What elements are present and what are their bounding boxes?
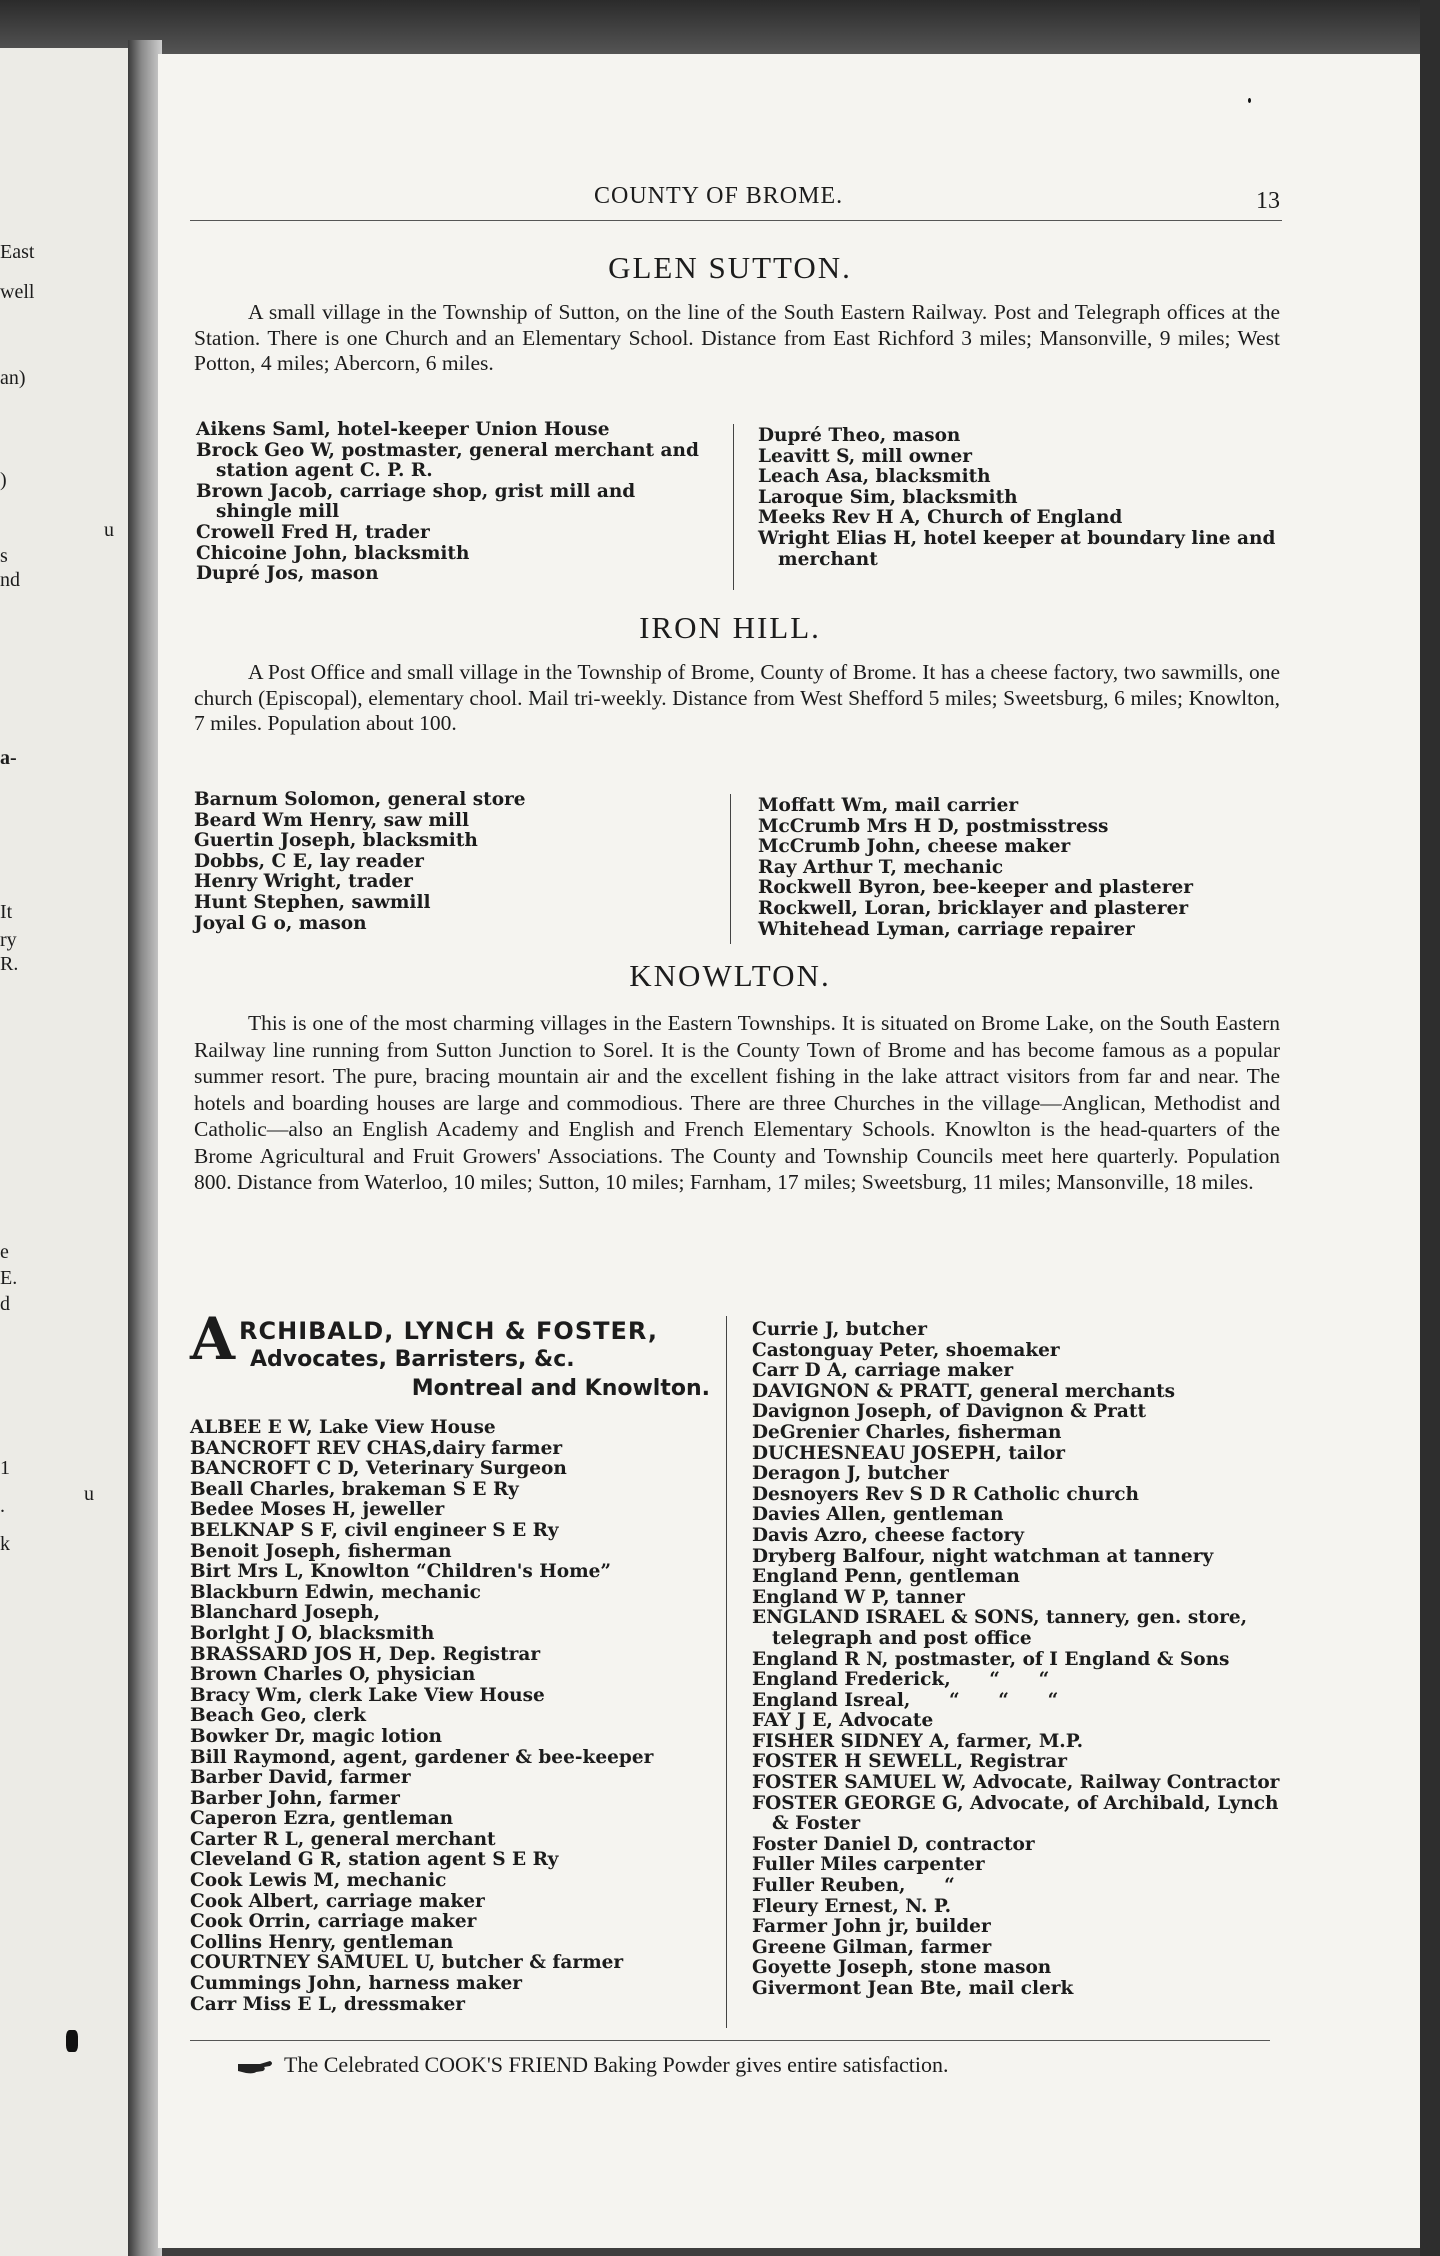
directory-entry: COURTNEY SAMUEL U, butcher & farmer	[190, 1952, 624, 1974]
directory-entry: Desnoyers Rev S D R Catholic church	[752, 1483, 1140, 1505]
left-fragment: an)	[0, 367, 26, 389]
directory-entry: Farmer John jr, builder	[752, 1916, 991, 1938]
left-fragment: East	[0, 241, 35, 263]
left-fragment: k	[0, 1533, 10, 1555]
directory-entry: McCrumb John, cheese maker	[758, 836, 1071, 858]
left-fragment: R.	[0, 953, 19, 975]
left-fragment: It	[0, 901, 13, 923]
knowlton-directory-right	[752, 1320, 1282, 2000]
directory-entry: Goyette Joseph, stone mason	[752, 1957, 1052, 1979]
directory-entry: Bill Raymond, agent, gardener & bee-keeper	[190, 1746, 654, 1768]
directory-entry: Wright Elias H, hotel keeper at boundary line and merchant	[758, 527, 1276, 570]
directory-entry: DAVIGNON & PRATT, general merchants	[752, 1380, 1176, 1402]
directory-entry: FAY J E, Advocate	[752, 1710, 934, 1732]
directory-entry: Fuller Miles carpenter	[752, 1854, 985, 1876]
iron-hill-description: A Post Office and small village in the Township of Brome, County of Brome. It has a cheese factory, two sawmills, one church (Episcopal), elementary chool. Mail tri-weekly. Distance from West Shefford 5 miles; Sweetsburg, 6 miles; Knowlton, 7 miles. Population about 100.	[194, 660, 1280, 735]
directory-entry: Benoit Joseph, fisherman	[190, 1540, 452, 1562]
directory-entry: DUCHESNEAU JOSEPH, tailor	[752, 1442, 1066, 1464]
directory-entry: McCrumb Mrs H D, postmisstress	[758, 815, 1109, 837]
footer-advertisement	[236, 2052, 948, 2078]
directory-entry: Carr Miss E L, dressmaker	[190, 1993, 466, 2015]
directory-entry: Givermont Jean Bte, mail clerk	[752, 1978, 1074, 1999]
directory-entry: Henry Wright, trader	[194, 871, 413, 893]
directory-entry: Blackburn Edwin, mechanic	[190, 1581, 481, 1603]
left-fragment: )	[0, 469, 7, 491]
directory-entry: Dobbs, C E, lay reader	[194, 850, 424, 872]
directory-entry: England W P, tanner	[752, 1586, 965, 1608]
directory-entry: Beall Charles, brakeman S E Ry	[190, 1478, 519, 1500]
directory-entry: Dupré Theo, mason	[758, 425, 961, 446]
directory-entry: ENGLAND ISRAEL & SONS, tannery, gen. store, telegraph and post office	[752, 1607, 1248, 1649]
directory-entry: Birt Mrs L, Knowlton “Children's Home”	[190, 1561, 612, 1583]
directory-entry: BANCROFT C D, Veterinary Surgeon	[190, 1458, 567, 1480]
header-rule	[190, 220, 1282, 221]
directory-entry: England Isreal, “ “ “	[752, 1689, 1059, 1711]
directory-entry: Cummings John, harness maker	[190, 1973, 523, 1995]
left-fragment: e	[0, 1241, 9, 1263]
directory-entry: Barber David, farmer	[190, 1767, 411, 1789]
left-fragment: E.	[0, 1267, 18, 1289]
directory-entry: Bracy Wm, clerk Lake View House	[190, 1684, 545, 1706]
running-head: COUNTY OF BROME.	[594, 183, 844, 209]
directory-entry: Meeks Rev H A, Church of England	[758, 507, 1123, 529]
left-fragment: nd	[0, 569, 20, 591]
left-fragment: a-	[0, 747, 17, 769]
directory-entry: Moffatt Wm, mail carrier	[758, 795, 1019, 816]
directory-entry: Davis Azro, cheese factory	[752, 1524, 1024, 1546]
directory-entry: FOSTER SAMUEL W, Advocate, Railway Contractor	[752, 1772, 1280, 1794]
directory-entry: Aikens Saml, hotel-keeper Union House	[196, 419, 610, 440]
directory-entry: Laroque Sim, blacksmith	[758, 486, 1018, 508]
directory-entry: Cook Orrin, carriage maker	[190, 1911, 477, 1933]
left-fragment: d	[0, 1293, 10, 1315]
left-fragment: u	[84, 1483, 94, 1505]
scan-speck	[66, 2030, 78, 2052]
ad-firm-name: RCHIBALD, LYNCH & FOSTER,	[239, 1317, 658, 1345]
directory-entry: Davies Allen, gentleman	[752, 1504, 1004, 1526]
directory-entry: Brock Geo W, postmaster, general merchant and station agent C. P. R.	[196, 439, 699, 482]
directory-entry: Cleveland G R, station agent S E Ry	[190, 1849, 559, 1871]
left-fragment: well	[0, 281, 35, 303]
directory-entry: Rockwell Byron, bee-keeper and plasterer	[758, 877, 1193, 899]
column-divider	[733, 424, 734, 590]
ad-drop-initial: A	[190, 1305, 236, 1373]
glen-sutton-directory-right	[758, 426, 1280, 570]
directory-entry: Dupré Jos, mason	[196, 563, 379, 585]
directory-entry: Fleury Ernest, N. P.	[752, 1895, 952, 1917]
directory-entry: Collins Henry, gentleman	[190, 1931, 454, 1953]
directory-entry: England Penn, gentleman	[752, 1566, 1020, 1588]
left-fragment: .	[0, 1495, 5, 1517]
directory-entry: Barber John, farmer	[190, 1787, 400, 1809]
directory-entry: Chicoine John, blacksmith	[196, 542, 470, 564]
directory-entry: Borlght J O, blacksmith	[190, 1622, 435, 1644]
directory-entry: Joyal G o, mason	[194, 912, 367, 934]
left-fragment: u	[104, 519, 114, 541]
directory-entry: Deragon J, butcher	[752, 1463, 949, 1485]
directory-entry: Whitehead Lyman, carriage repairer	[758, 918, 1135, 940]
directory-entry: Beard Wm Henry, saw mill	[194, 809, 470, 831]
footer-text: The Celebrated COOK'S FRIEND Baking Powder gives entire satisfaction.	[284, 2052, 949, 2077]
scan-speck	[1248, 98, 1251, 103]
directory-entry: Brown Charles O, physician	[190, 1664, 476, 1686]
directory-entry: ALBEE E W, Lake View House	[190, 1417, 496, 1438]
directory-entry: Fuller Reuben, “	[752, 1875, 955, 1897]
directory-entry: Caperon Ezra, gentleman	[190, 1808, 454, 1830]
scan-top-edge	[0, 0, 1440, 58]
left-fragment: 1	[0, 1457, 10, 1479]
iron-hill-directory-left	[194, 790, 714, 934]
glen-sutton-description: A small village in the Township of Sutton, on the line of the South Eastern Railway. Post and Telegraph offices at the Station. There is one Church and an Elementary School. Distance from East Richford 3 miles; Mansonville, 9 miles; West Potton, 4 miles; Abercorn, 6 miles.	[194, 300, 1280, 375]
pointing-hand-icon	[236, 2059, 276, 2075]
directory-entry: BRASSARD JOS H, Dep. Registrar	[190, 1643, 541, 1665]
directory-entry: Barnum Solomon, general store	[194, 789, 526, 810]
section-title-iron-hill: IRON HILL.	[639, 610, 821, 645]
left-page-margin	[0, 48, 135, 2256]
advertisement-archibald-lynch-foster	[190, 1305, 710, 1404]
directory-entry: Brown Jacob, carriage shop, grist mill and shingle mill	[196, 480, 636, 523]
scan-right-edge	[1420, 0, 1440, 2256]
section-title-glen-sutton: GLEN SUTTON.	[608, 250, 852, 285]
knowlton-description: This is one of the most charming villages in the Eastern Townships. It is situated on Brome Lake, on the South Eastern Railway line running from Sutton Junction to Sorel. It is the County Town of Brome and has become famous as a popular summer resort. The pure, bracing mountain air and the excellent fishing in the lake attract visitors from far and near. The hotels and boarding houses are large and commodious. There are three Churches in the village—Anglican, Methodist and Catholic—also an English Academy and English and French Elementary Schools. Knowlton is the head-quarters of the Brome Agricultural and Fruit Growers' Associations. The County and Township Councils meet here quarterly. Population 800. Distance from Waterloo, 10 miles; Sutton, 10 miles; Farnham, 17 miles; Sweetsburg, 11 miles; Mansonville, 18 miles.	[194, 1011, 1280, 1194]
directory-entry: Leavitt S, mill owner	[758, 445, 972, 467]
directory-entry: BELKNAP S F, civil engineer S E Ry	[190, 1519, 559, 1541]
directory-entry: Blanchard Joseph,	[190, 1602, 381, 1624]
left-fragment: s	[0, 545, 8, 567]
page-number: 13	[1256, 188, 1280, 214]
directory-entry: Currie J, butcher	[752, 1319, 927, 1340]
directory-entry: Bedee Moses H, jeweller	[190, 1499, 445, 1521]
directory-entry: Ray Arthur T, mechanic	[758, 856, 1004, 878]
directory-entry: Carter R L, general merchant	[190, 1828, 496, 1850]
directory-entry: Carr D A, carriage maker	[752, 1360, 1014, 1382]
directory-entry: BANCROFT REV CHAS,dairy farmer	[190, 1437, 563, 1459]
column-divider	[726, 1316, 727, 2028]
directory-entry: Castonguay Peter, shoemaker	[752, 1339, 1060, 1361]
book-spine	[128, 40, 162, 2256]
directory-entry: England R N, postmaster, of I England & Sons	[752, 1648, 1230, 1670]
directory-entry: Cook Albert, carriage maker	[190, 1890, 485, 1912]
directory-entry: FISHER SIDNEY A, farmer, M.P.	[752, 1730, 1084, 1752]
directory-entry: Greene Gilman, farmer	[752, 1936, 992, 1958]
directory-entry: Leach Asa, blacksmith	[758, 466, 991, 488]
directory-entry: Cook Lewis M, mechanic	[190, 1870, 447, 1892]
directory-entry: FOSTER GEORGE G, Advocate, of Archibald, Lynch & Foster	[752, 1792, 1279, 1835]
directory-entry: England Frederick, “ “	[752, 1669, 1050, 1691]
directory-entry: DeGrenier Charles, fisherman	[752, 1421, 1062, 1443]
footer-rule	[190, 2040, 1270, 2041]
column-divider	[730, 794, 731, 944]
knowlton-directory-left	[190, 1418, 720, 2015]
directory-entry: Dryberg Balfour, night watchman at tannery	[752, 1545, 1214, 1567]
directory-entry: Davignon Joseph, of Davignon & Pratt	[752, 1401, 1147, 1423]
directory-entry: Crowell Fred H, trader	[196, 521, 430, 543]
directory-entry: Rockwell, Loran, bricklayer and plasterer	[758, 897, 1189, 919]
section-title-knowlton: KNOWLTON.	[629, 958, 831, 993]
ad-profession: Advocates, Barristers, &c.	[250, 1347, 575, 1372]
iron-hill-directory-right	[758, 796, 1280, 940]
glen-sutton-directory-left	[196, 420, 716, 585]
directory-entry: FOSTER H SEWELL, Registrar	[752, 1751, 1067, 1773]
directory-entry: Beach Geo, clerk	[190, 1705, 366, 1727]
directory-entry: Hunt Stephen, sawmill	[194, 891, 431, 913]
directory-entry: Foster Daniel D, contractor	[752, 1833, 1035, 1855]
directory-entry: Guertin Joseph, blacksmith	[194, 830, 478, 852]
ad-location: Montreal and Knowlton.	[411, 1376, 710, 1401]
left-fragment: ry	[0, 929, 17, 951]
directory-entry: Bowker Dr, magic lotion	[190, 1725, 442, 1747]
